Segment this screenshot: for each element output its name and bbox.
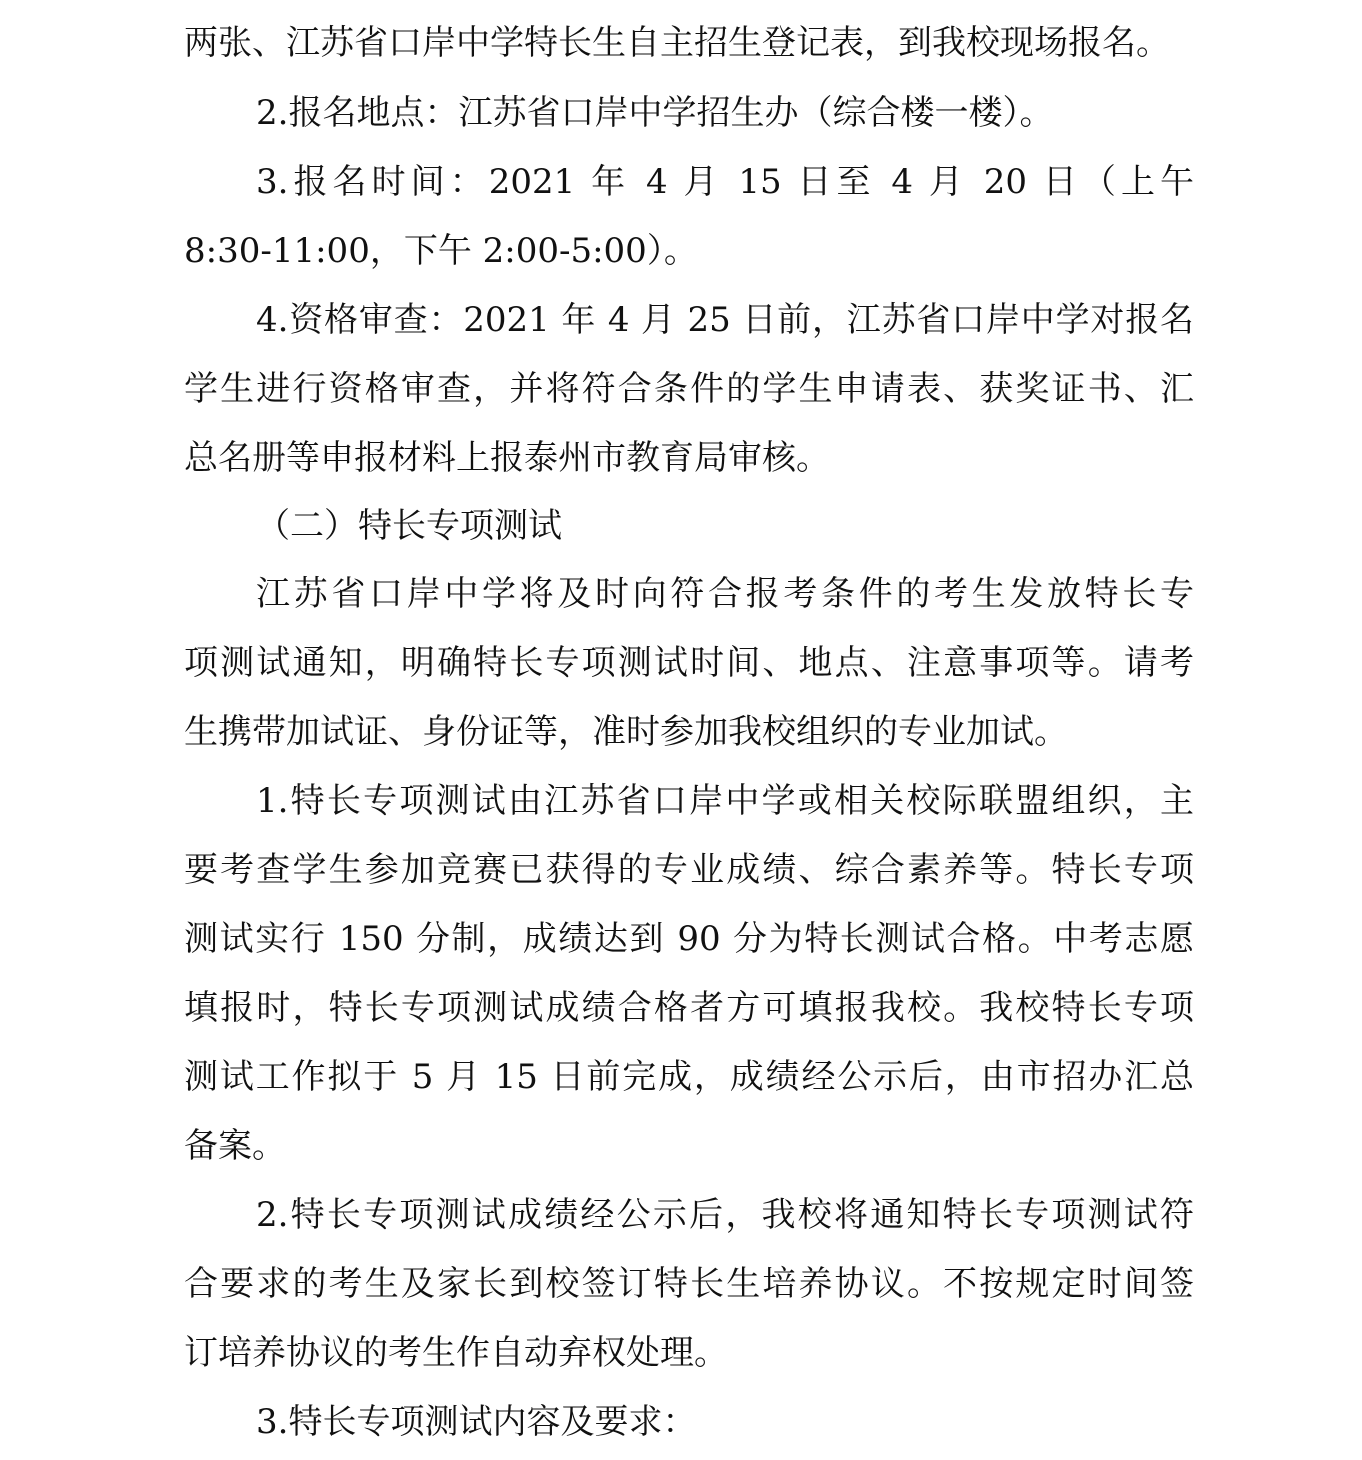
text-line: 要考查学生参加竞赛已获得的专业成绩、综合素养等。特长专项: [184, 850, 1194, 890]
text-line: 项测试通知，明确特长专项测试时间、地点、注意事项等。请考: [184, 643, 1194, 683]
section-heading: （二）特长专项测试: [256, 506, 562, 546]
text-line: 8:30-11:00，下午 2:00-5:00）。: [184, 231, 698, 271]
text-line: 3.特长专项测试内容及要求：: [256, 1402, 697, 1442]
text-line: 2.报名地点：江苏省口岸中学招生办（综合楼一楼）。: [256, 93, 1054, 133]
text-line: 4.资格审查：2021 年 4 月 25 日前，江苏省口岸中学对报名: [256, 300, 1194, 340]
text-line: 江苏省口岸中学将及时向符合报考条件的考生发放特长专: [256, 574, 1194, 614]
text-line: 填报时，特长专项测试成绩合格者方可填报我校。我校特长专项: [184, 988, 1194, 1028]
text-line: 测试工作拟于 5 月 15 日前完成，成绩经公示后，由市招办汇总: [184, 1057, 1194, 1097]
text-line: 合要求的考生及家长到校签订特长生培养协议。不按规定时间签: [184, 1264, 1194, 1304]
text-line: 学生进行资格审查，并将符合条件的学生申请表、获奖证书、汇: [184, 369, 1194, 409]
text-line: 测试实行 150 分制，成绩达到 90 分为特长测试合格。中考志愿: [184, 919, 1194, 959]
text-line: 备案。: [184, 1126, 286, 1166]
text-line: 订培养协议的考生作自动弃权处理。: [184, 1333, 728, 1373]
text-line: 3.报名时间：2021 年 4 月 15 日至 4 月 20 日（上午: [256, 162, 1194, 202]
text-line: 生携带加试证、身份证等，准时参加我校组织的专业加试。: [184, 712, 1068, 752]
text-line: 两张、江苏省口岸中学特长生自主招生登记表，到我校现场报名。: [184, 23, 1170, 63]
text-line: 1.特长专项测试由江苏省口岸中学或相关校际联盟组织，主: [256, 781, 1194, 821]
text-line: 总名册等申报材料上报泰州市教育局审核。: [184, 438, 830, 478]
text-line: 2.特长专项测试成绩经公示后，我校将通知特长专项测试符: [256, 1195, 1194, 1235]
